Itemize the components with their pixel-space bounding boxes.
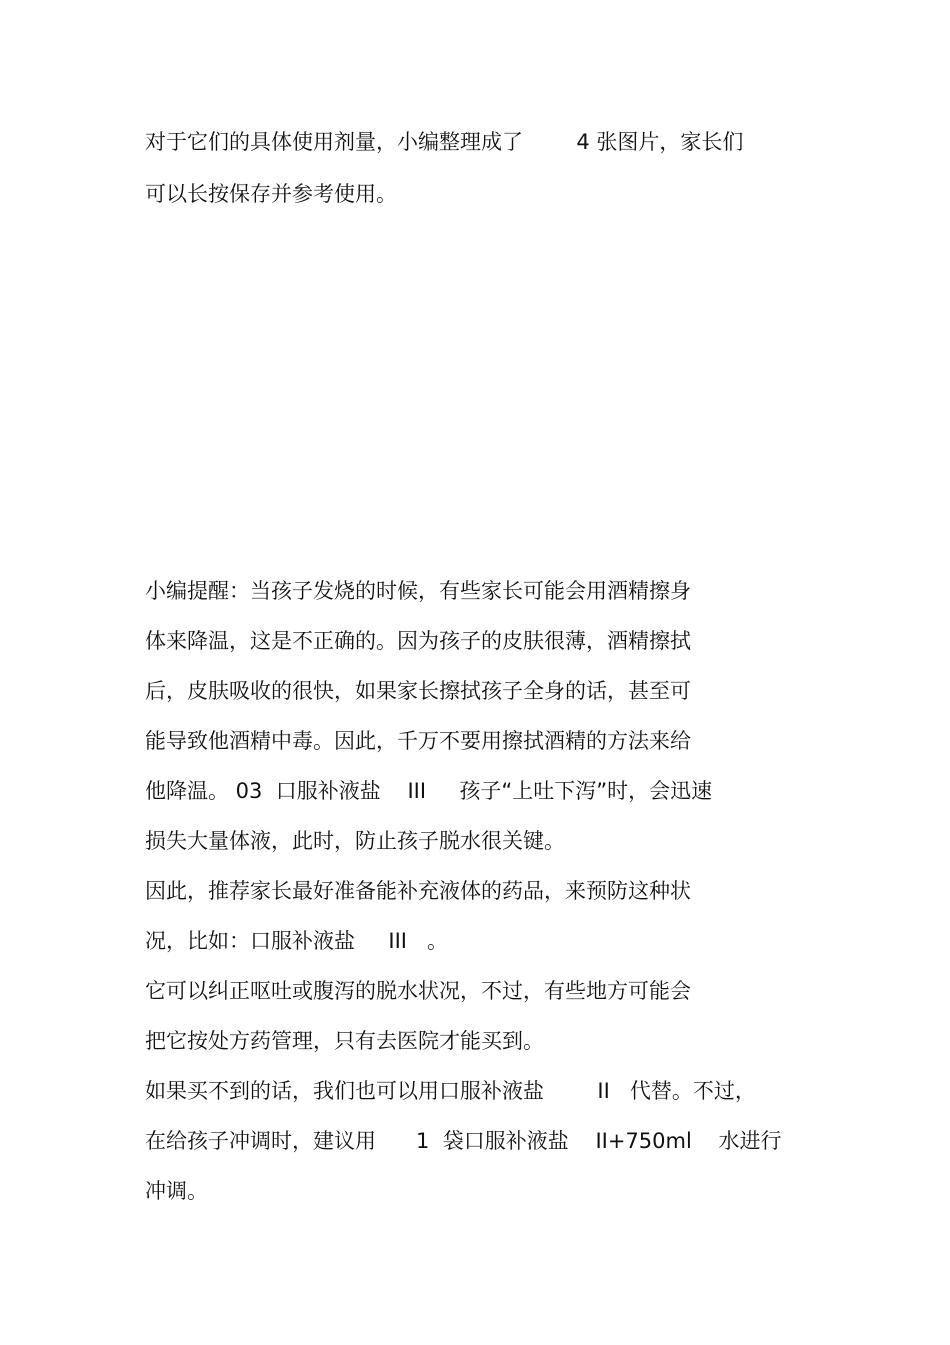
body-line-5: 他降温。 03 口服补液盐 III 孩子“上吐下泻”时，会迅速 [145,779,713,803]
body-line-7: 因此，推荐家长最好准备能补充液体的药品，来预防这种状 [145,879,691,903]
intro-line-1: 对于它们的具体使用剂量，小编整理成了 4 张图片，家长们 [145,130,744,154]
body-line-12: 在给孩子冲调时，建议用 1 袋口服补液盐 II+750ml 水进行 [145,1129,782,1153]
body-line-9: 它可以纠正呕吐或腹泻的脱水状况，不过，有些地方可能会 [145,979,691,1003]
body-line-10: 把它按处方药管理，只有去医院才能买到。 [145,1029,544,1053]
body-line-3: 后，皮肤吸收的很快，如果家长擦拭孩子全身的话，甚至可 [145,679,691,703]
body-line-13: 冲调。 [145,1179,208,1203]
body-line-8: 况，比如：口服补液盐 III 。 [145,929,448,953]
body-line-4: 能导致他酒精中毒。因此，千万不要用擦拭酒精的方法来给 [145,729,691,753]
body-line-2: 体来降温，这是不正确的。因为孩子的皮肤很薄，酒精擦拭 [145,629,691,653]
intro-line-2: 可以长按保存并参考使用。 [145,182,397,206]
body-line-6: 损失大量体液，此时，防止孩子脱水很关键。 [145,829,565,853]
body-line-1: 小编提醒：当孩子发烧的时候，有些家长可能会用酒精擦身 [145,579,691,603]
body-line-11: 如果买不到的话，我们也可以用口服补液盐 II 代替。不过， [145,1079,756,1103]
